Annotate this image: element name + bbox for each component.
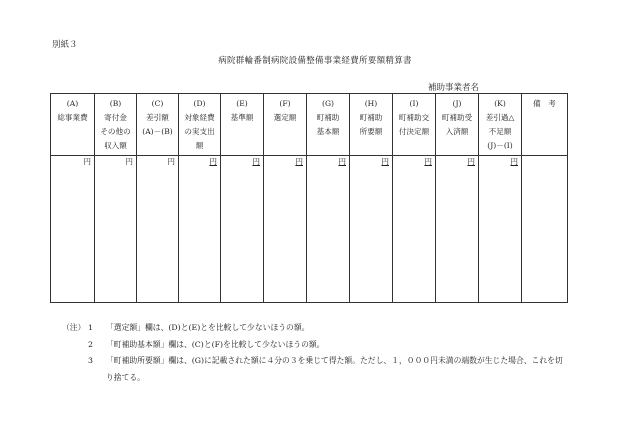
column-label-line: 差引過△ [485, 113, 515, 122]
yen-unit: 円 [338, 157, 346, 166]
yen-unit [522, 156, 567, 157]
column-label-line: 付決定額 [398, 127, 430, 136]
column-letter: (H) [364, 99, 378, 108]
column-label-line: 対象経費 [184, 113, 215, 122]
yen-unit: 円 [167, 157, 175, 166]
column-header [436, 94, 479, 156]
column-header [264, 94, 307, 156]
amount-cell[interactable] [51, 156, 95, 303]
column-header [479, 94, 522, 156]
column-header [350, 94, 393, 156]
column-label-line: 町補助交 [398, 113, 430, 122]
yen-unit: 円 [467, 157, 475, 166]
table-header-row [51, 94, 568, 156]
yen-unit: 円 [125, 157, 133, 166]
column-header [179, 94, 221, 156]
column-label-line: 町補助受 [441, 113, 473, 122]
table-value-row [51, 156, 568, 303]
column-label-line: 所要額 [359, 127, 383, 136]
amount-cell[interactable] [137, 156, 179, 303]
note-text: 「町補助基本額」欄は、(C)と(F)を比較して少ないほうの額。 [106, 339, 325, 349]
document-title: 病院群輪番制病院設備整備事業経費所要額精算書 [218, 56, 412, 66]
notes-lead: （注） [62, 323, 86, 332]
notes-section [62, 320, 563, 386]
column-header [221, 94, 264, 156]
settlement-table [50, 93, 568, 303]
yen-unit: 円 [295, 157, 303, 166]
amount-cell[interactable] [436, 156, 479, 303]
column-label-line: 基準額 [230, 113, 254, 122]
column-letter: (A) [66, 99, 79, 108]
applicant-label: 補助事業者名 [428, 83, 480, 93]
yen-unit: 円 [83, 157, 91, 166]
amount-cell[interactable] [221, 156, 264, 303]
amount-cell[interactable] [350, 156, 393, 303]
column-letter: (B) [109, 99, 122, 108]
column-header [393, 94, 436, 156]
column-letter: (E) [236, 99, 248, 108]
column-letter: (G) [322, 99, 334, 108]
note-text: り捨てる。 [106, 372, 145, 382]
yen-unit: 円 [252, 157, 260, 166]
column-letter: (D) [193, 99, 206, 108]
amount-cell[interactable] [479, 156, 522, 303]
form-number: 別紙３ [52, 40, 78, 50]
note-number: 3 [88, 356, 93, 365]
yen-unit: 円 [381, 157, 389, 166]
column-letter: (C) [151, 99, 164, 108]
yen-unit: 円 [424, 157, 432, 166]
column-label-line: 不足額 [488, 127, 512, 136]
note-item-2 [62, 337, 563, 354]
note-number: 1 [88, 323, 93, 332]
note-text: 「町補助所要額」欄は、(G)に記載された額に４分の３を乗じて得た額。ただし、１，０００円未満の端数が生じた場合、これを切 [106, 356, 563, 365]
column-label-line: 総事業費 [57, 113, 88, 122]
note-item-3 [62, 353, 563, 370]
amount-cell[interactable] [393, 156, 436, 303]
column-header [51, 94, 95, 156]
amount-cell[interactable] [95, 156, 137, 303]
column-header [522, 94, 568, 156]
column-letter: (F) [279, 99, 291, 108]
column-label-line: 入済額 [445, 127, 469, 136]
column-label-line: その他の [100, 127, 131, 136]
column-header [137, 94, 179, 156]
note-item-1 [62, 320, 563, 337]
column-label-line: 町補助 [359, 113, 383, 122]
column-label-line: 収入額 [104, 141, 127, 150]
column-label-line: 寄付金 [104, 113, 127, 122]
column-label-line: (J)－(I) [487, 141, 513, 150]
column-letter: (J) [452, 99, 462, 108]
yen-unit: 円 [209, 157, 217, 166]
column-label-line: 町補助 [316, 113, 340, 122]
column-header [307, 94, 350, 156]
column-label-line: 差引額 [146, 113, 169, 122]
column-letter: (I) [409, 99, 419, 108]
column-letter: (K) [494, 99, 506, 108]
amount-cell[interactable] [179, 156, 221, 303]
amount-cell[interactable] [522, 156, 568, 303]
note-text: 「選定額」欄は、(D)と(E)とを比較して少ないほうの額。 [106, 323, 310, 332]
note-item-3-continuation [62, 370, 563, 387]
column-label-line: 選定額 [273, 113, 297, 122]
note-number: 2 [88, 339, 93, 349]
column-label-line: 備 考 [533, 99, 556, 108]
column-label-line: の実支出 [184, 127, 215, 136]
amount-cell[interactable] [264, 156, 307, 303]
column-label-line: 額 [195, 141, 204, 150]
amount-cell[interactable] [307, 156, 350, 303]
column-label-line: 基本額 [316, 127, 340, 136]
column-label-line: (A)－(B) [142, 127, 173, 136]
yen-unit: 円 [510, 157, 518, 166]
column-header [95, 94, 137, 156]
